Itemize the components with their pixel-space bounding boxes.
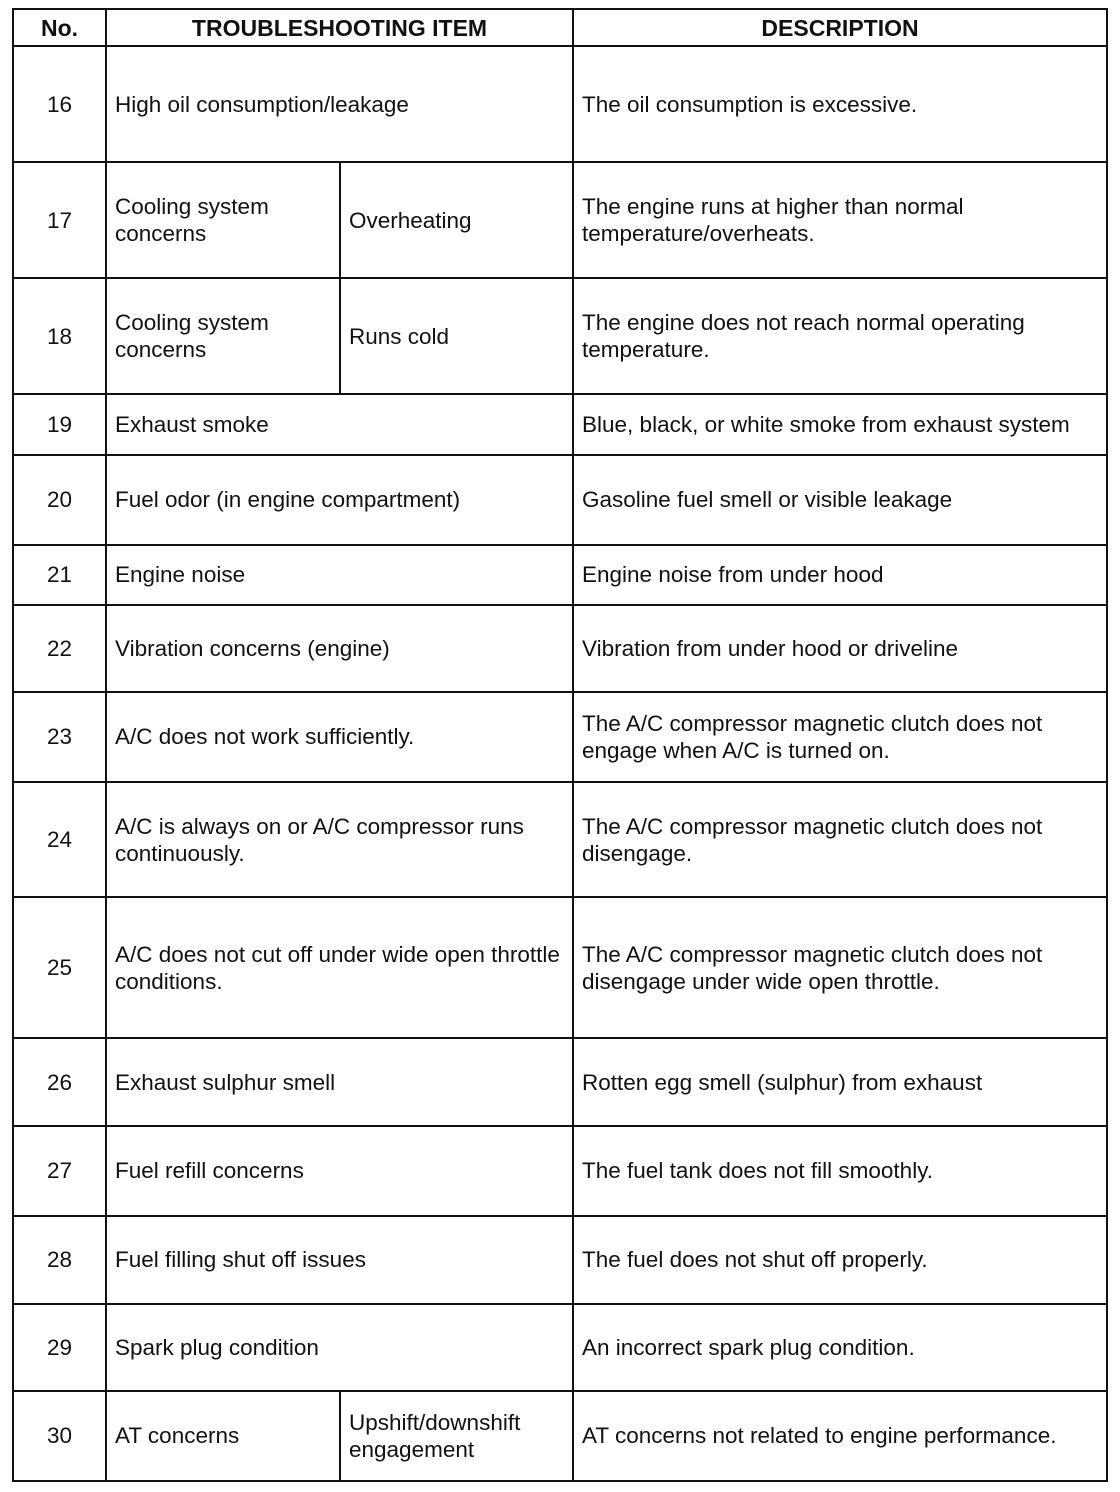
description: The A/C compressor magnetic clutch does not disengage. — [573, 782, 1107, 897]
troubleshooting-item: Exhaust smoke — [106, 394, 573, 454]
row-number: 19 — [13, 394, 106, 454]
description: The A/C compressor magnetic clutch does not engage when A/C is turned on. — [573, 692, 1107, 782]
troubleshooting-item: Cooling system concerns — [106, 278, 340, 394]
troubleshooting-item: A/C does not work sufficiently. — [106, 692, 573, 782]
table-row — [13, 278, 1107, 394]
table-row — [13, 1216, 1107, 1304]
table-row — [13, 605, 1107, 692]
description: Gasoline fuel smell or visible leakage — [573, 455, 1107, 545]
troubleshooting-item: A/C is always on or A/C compressor runs continuously. — [106, 782, 573, 897]
header-troubleshooting-item: TROUBLESHOOTING ITEM — [106, 9, 573, 46]
description: The oil consumption is excessive. — [573, 46, 1107, 162]
row-number: 27 — [13, 1126, 106, 1215]
troubleshooting-subitem: Upshift/downshift engagement — [340, 1391, 573, 1481]
table-row — [13, 1304, 1107, 1391]
description: The A/C compressor magnetic clutch does not disengage under wide open throttle. — [573, 897, 1107, 1038]
table-row — [13, 46, 1107, 162]
header-no: No. — [13, 9, 106, 46]
table-row — [13, 692, 1107, 782]
row-number: 22 — [13, 605, 106, 692]
description: The fuel does not shut off properly. — [573, 1216, 1107, 1304]
table-row — [13, 455, 1107, 545]
row-number: 24 — [13, 782, 106, 897]
description: Vibration from under hood or driveline — [573, 605, 1107, 692]
troubleshooting-subitem: Overheating — [340, 162, 573, 278]
troubleshooting-item: Fuel filling shut off issues — [106, 1216, 573, 1304]
row-number: 16 — [13, 46, 106, 162]
description: Rotten egg smell (sulphur) from exhaust — [573, 1038, 1107, 1126]
troubleshooting-item: A/C does not cut off under wide open throttle conditions. — [106, 897, 573, 1038]
description: Blue, black, or white smoke from exhaust system — [573, 394, 1107, 454]
header-description: DESCRIPTION — [573, 9, 1107, 46]
table-row — [13, 1391, 1107, 1481]
description: The fuel tank does not fill smoothly. — [573, 1126, 1107, 1215]
troubleshooting-item: Spark plug condition — [106, 1304, 573, 1391]
row-number: 30 — [13, 1391, 106, 1481]
table-row — [13, 782, 1107, 897]
troubleshooting-item: Engine noise — [106, 545, 573, 605]
troubleshooting-item: Exhaust sulphur smell — [106, 1038, 573, 1126]
troubleshooting-item: Fuel odor (in engine compartment) — [106, 455, 573, 545]
troubleshooting-table — [12, 8, 1108, 1482]
troubleshooting-item: Vibration concerns (engine) — [106, 605, 573, 692]
row-number: 23 — [13, 692, 106, 782]
table-row — [13, 897, 1107, 1038]
row-number: 28 — [13, 1216, 106, 1304]
row-number: 26 — [13, 1038, 106, 1126]
description: An incorrect spark plug condition. — [573, 1304, 1107, 1391]
description: AT concerns not related to engine performance. — [573, 1391, 1107, 1481]
table-row — [13, 162, 1107, 278]
troubleshooting-item: Cooling system concerns — [106, 162, 340, 278]
table-row — [13, 1038, 1107, 1126]
troubleshooting-item: AT concerns — [106, 1391, 340, 1481]
row-number: 21 — [13, 545, 106, 605]
row-number: 18 — [13, 278, 106, 394]
description: The engine runs at higher than normal temperature/overheats. — [573, 162, 1107, 278]
table-row — [13, 394, 1107, 454]
row-number: 20 — [13, 455, 106, 545]
troubleshooting-subitem: Runs cold — [340, 278, 573, 394]
troubleshooting-item: Fuel refill concerns — [106, 1126, 573, 1215]
description: The engine does not reach normal operating temperature. — [573, 278, 1107, 394]
table-row — [13, 545, 1107, 605]
description: Engine noise from under hood — [573, 545, 1107, 605]
troubleshooting-item: High oil consumption/leakage — [106, 46, 573, 162]
header-row — [13, 9, 1107, 46]
row-number: 25 — [13, 897, 106, 1038]
row-number: 29 — [13, 1304, 106, 1391]
table-row — [13, 1126, 1107, 1215]
row-number: 17 — [13, 162, 106, 278]
